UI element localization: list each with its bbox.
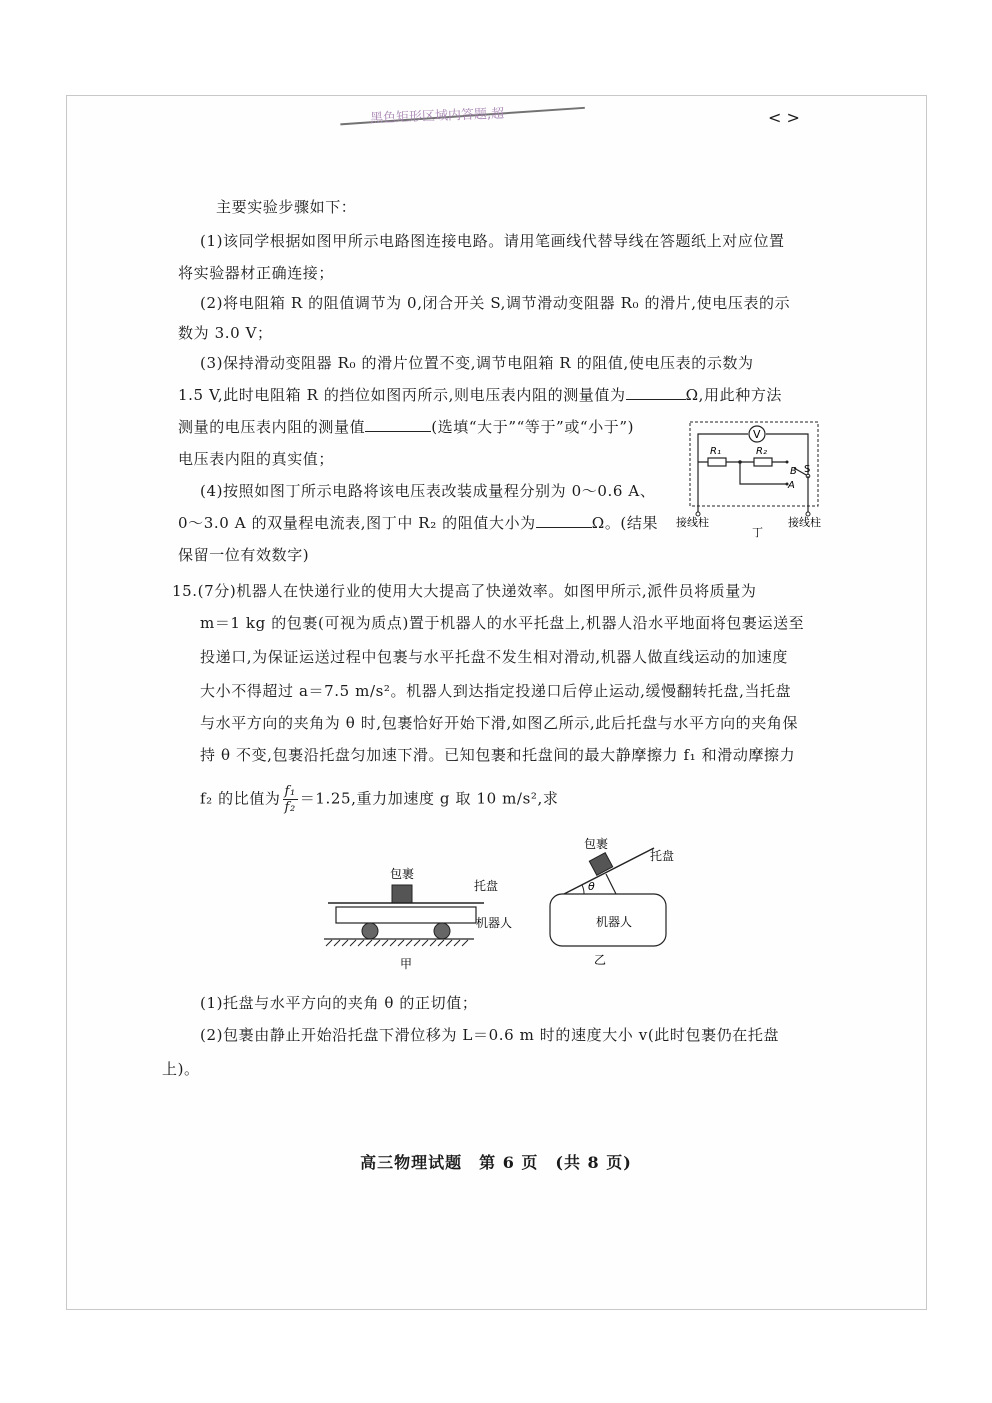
resistor-r1 [708, 458, 726, 466]
figure-jia-caption: 甲 [400, 957, 413, 971]
q15-subquestion-2-line1: (2)包裹由静止开始沿托盘下滑位移为 L＝0.6 m 时的速度大小 v(此时包裹仍在托盘 [200, 1026, 780, 1044]
robot-label-tilted: 机器人 [596, 915, 633, 929]
switch-s-label: S [804, 464, 811, 475]
step3-line3-text: 测量的电压表内阻的测量值 [178, 418, 366, 436]
q15-subquestion-1: (1)托盘与水平方向的夹角 θ 的正切值； [200, 994, 478, 1012]
r2-label: R₂ [756, 446, 767, 457]
fraction-numerator: f₁ [284, 784, 296, 799]
tray-label-tilted: 托盘 [650, 849, 675, 863]
terminal-right-label: 接线柱 [788, 516, 821, 529]
package-label-tilted: 包裹 [584, 837, 609, 851]
fraction-denominator: f₂ [284, 800, 296, 815]
q15-subquestion-2-line2: 上)。 [162, 1060, 200, 1078]
q15-line7-end: ＝1.25,重力加速度 g 取 10 m/s²,求 [299, 789, 559, 808]
step3-line1: (3)保持滑动变阻器 R₀ 的滑片位置不变,调节电阻箱 R 的阻值,使电压表的示数为 [200, 354, 754, 372]
figure-ding-circuit [676, 416, 826, 538]
q15-line6: 持 θ 不变,包裹沿托盘匀加速下滑。已知包裹和托盘间的最大静摩擦力 f₁ 和滑动摩擦力 [200, 746, 796, 764]
corner-mark: < > [768, 108, 800, 127]
answer-blank-resistance[interactable] [626, 385, 686, 400]
switch-b-label: B [790, 466, 797, 477]
step4-line1: (4)按照如图丁所示电路将该电压表改装成量程分别为 0～0.6 A、 [200, 482, 656, 500]
terminal-left-label: 接线柱 [676, 516, 709, 529]
step3-line4: 电压表内阻的真实值； [178, 450, 335, 468]
answer-blank-r2[interactable] [536, 513, 592, 528]
step1-line1: (1)该同学根据如图甲所示电路图连接电路。请用笔画线代替导线在答题纸上对应位置 [200, 232, 785, 250]
figure-yi-caption: 乙 [594, 953, 607, 967]
package-label: 包裹 [390, 867, 415, 881]
step3-line2-unit: Ω,用此种方法 [685, 386, 783, 404]
package-box [392, 885, 412, 903]
q15-line3: 投递口,为保证运送过程中包裹与水平托盘不发生相对滑动,机器人做直线运动的加速度 [200, 648, 788, 666]
figure-ding-caption: 丁 [752, 526, 763, 538]
step2-line1: (2)将电阻箱 R 的阻值调节为 0,闭合开关 S,调节滑动变阻器 R₀ 的滑片,使电压表的示 [200, 294, 791, 312]
answer-blank-comparison[interactable] [365, 417, 431, 432]
switch-a-label: A [788, 480, 795, 491]
r1-label: R₁ [710, 446, 721, 457]
q15-line7-start: f₂ 的比值为 [200, 789, 281, 808]
stamp-text: 黑色矩形区域内答题,超 [369, 106, 505, 127]
step3-line2 [178, 384, 782, 405]
robot-body [336, 907, 476, 923]
figure-jia-robot [324, 860, 524, 972]
step2-line2: 数为 3.0 V； [178, 324, 273, 342]
angle-theta-label: θ [588, 880, 595, 893]
step4-line2-unit: Ω。(结果 [591, 514, 659, 532]
resistor-r2 [754, 458, 772, 466]
step3-line2-text: 1.5 V,此时电阻箱 R 的挡位如图丙所示,则电压表内阻的测量值为 [178, 386, 626, 404]
q15-line4: 大小不得超过 a＝7.5 m/s²。机器人到达指定投递口后停止运动,缓慢翻转托盘,当托盘 [200, 682, 792, 700]
steps-intro: 主要实验步骤如下： [216, 198, 357, 216]
page-footer: 高三物理试题 第 6 页 (共 8 页) [360, 1153, 632, 1172]
voltmeter-label: V [753, 428, 761, 441]
step3-options: (选填“大于”“等于”或“小于”) [431, 418, 635, 436]
figure-yi-robot [546, 834, 716, 968]
tray-label: 托盘 [474, 879, 499, 893]
q15-line7 [200, 784, 558, 815]
q15-line2: m＝1 kg 的包裹(可视为质点)置于机器人的水平托盘上,机器人沿水平地面将包裹运送至 [200, 614, 805, 632]
wheel-right [434, 923, 450, 939]
step4-line3: 保留一位有效数字) [178, 546, 310, 564]
q15-line1: 15.(7分)机器人在快递行业的使用大大提高了快递效率。如图甲所示,派件员将质量为 [172, 582, 757, 600]
robot-label: 机器人 [476, 916, 513, 930]
tilted-tray [564, 848, 654, 894]
step1-line2: 将实验器材正确连接； [178, 264, 335, 282]
step4-line2-text: 0～3.0 A 的双量程电流表,图丁中 R₂ 的阻值大小为 [178, 514, 536, 532]
friction-ratio-fraction [283, 784, 298, 815]
step4-line2 [178, 512, 658, 533]
step3-line3 [178, 416, 634, 437]
wheel-left [362, 923, 378, 939]
q15-line5: 与水平方向的夹角为 θ 时,包裹恰好开始下滑,如图乙所示,此后托盘与水平方向的夹角保 [200, 714, 799, 732]
package-box-tilted [589, 853, 612, 876]
